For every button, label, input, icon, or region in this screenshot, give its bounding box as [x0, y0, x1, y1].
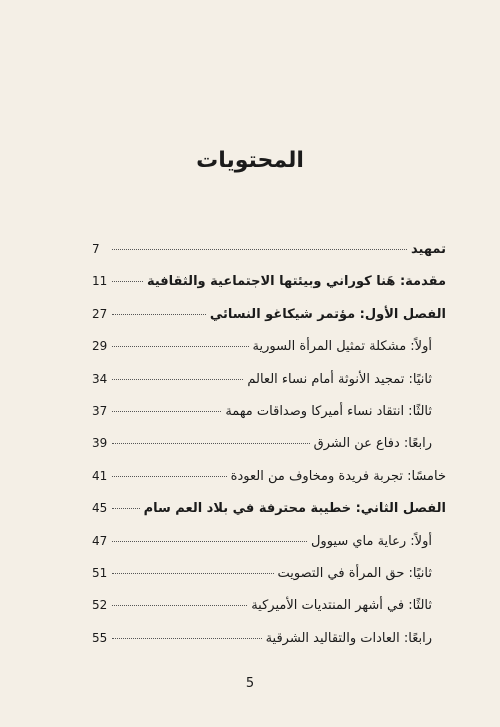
toc-leader-dots	[112, 314, 206, 315]
toc-entry-page: 55	[92, 630, 108, 645]
toc-entry-page: 39	[92, 436, 108, 451]
toc-entry-page: 47	[92, 533, 108, 548]
toc-entry-label: ثالثًا: في أشهر المنتديات الأميركية	[251, 598, 432, 614]
toc-entry	[92, 566, 446, 598]
toc-leader-dots	[112, 605, 247, 606]
toc-leader-dots	[112, 541, 307, 542]
toc-leader-dots	[112, 346, 249, 347]
toc-entry-label: خامسًا: تجربة فريدة ومخاوف من العودة	[230, 468, 446, 484]
toc-entry-label: أولاً: رعاية ماي سيوول	[310, 533, 432, 549]
toc-entry-label: ثانيًا: حق المرأة في التصويت	[277, 565, 432, 581]
toc-leader-dots	[112, 411, 221, 412]
toc-entry-page: 27	[92, 306, 108, 321]
page-title: المحتويات	[196, 148, 304, 173]
toc-entry-label: أولاً: مشكلة تمثيل المرأة السورية	[252, 339, 432, 355]
toc-entry-label: مقدمة: هَنا كوراني وبيئتها الاجتماعية والثقافية	[146, 274, 446, 290]
toc-entry-page: 11	[92, 274, 108, 289]
toc-leader-dots	[112, 443, 310, 444]
toc-entry-label: ثانيًا: تمجيد الأنوثة أمام نساء العالم	[247, 371, 432, 387]
toc-entry	[92, 469, 446, 501]
toc-entry	[92, 501, 446, 533]
toc-entry-page: 7	[92, 242, 100, 256]
toc-leader-dots	[112, 476, 227, 477]
toc-entry-page: 45	[92, 501, 108, 516]
toc-entry-label: ثالثًا: انتقاد نساء أميركا وصداقات مهمة	[225, 403, 432, 419]
toc-entry	[92, 242, 446, 274]
toc-entry-label: رابعًا: دفاع عن الشرق	[313, 436, 432, 452]
toc-entry	[92, 339, 446, 371]
toc-entry	[92, 631, 446, 663]
toc-entry-page: 34	[92, 371, 108, 386]
toc-leader-dots	[112, 573, 274, 574]
toc-entry	[92, 274, 446, 306]
toc-entry-page: 41	[92, 468, 108, 483]
table-of-contents	[92, 242, 446, 663]
toc-entry	[92, 404, 446, 436]
toc-leader-dots	[112, 508, 140, 509]
toc-entry	[92, 372, 446, 404]
toc-entry-label: الفصل الأول: مؤتمر شيكاغو النسائي	[209, 306, 446, 322]
toc-leader-dots	[112, 249, 407, 250]
toc-entry-page: 29	[92, 339, 108, 354]
toc-entry-label: رابعًا: العادات والتقاليد الشرقية	[265, 630, 432, 646]
toc-entry	[92, 534, 446, 566]
toc-leader-dots	[112, 638, 262, 639]
toc-entry	[92, 598, 446, 630]
toc-entry-label: الفصل الثاني: خطيبة محترفة في بلاد العم سام	[143, 501, 446, 517]
toc-entry-page: 37	[92, 403, 108, 418]
page-number: 5	[245, 676, 255, 691]
toc-leader-dots	[112, 379, 243, 380]
toc-entry-page: 52	[92, 598, 108, 613]
toc-entry-page: 51	[92, 565, 108, 580]
toc-entry	[92, 307, 446, 339]
toc-entry-label: تمهيد	[411, 242, 446, 257]
toc-entry	[92, 436, 446, 468]
toc-leader-dots	[112, 281, 143, 282]
